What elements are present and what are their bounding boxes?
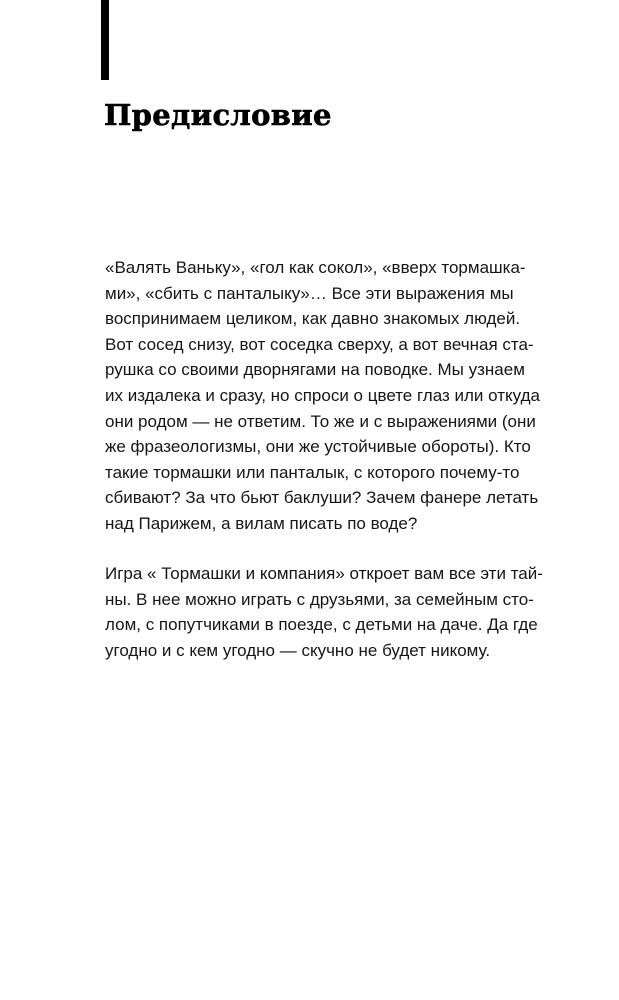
text-line: такие тормашки или панталык, с которого почему-то	[105, 462, 520, 482]
text-line: воспринимаем целиком, как давно знакомых людей.	[105, 309, 521, 329]
text-line: сбивают? За что бьют баклуши? Зачем фанере летать	[105, 488, 539, 508]
text-line: же фразеологизмы, они же устойчивые обороты). Кто	[105, 437, 531, 457]
text-line: их издалека и сразу, но спроси о цвете глаз или откуда	[105, 385, 540, 405]
text-line: Вот сосед снизу, вот соседка сверху, а вот вечная ста-	[105, 334, 534, 354]
text-line: угодно и с кем угодно — скучно не будет никому.	[105, 640, 491, 660]
text-line: над Парижем, а вилам писать по воде?	[105, 513, 418, 533]
text-line: Игра « Тормашки и компания» откроет вам все эти тай-	[105, 564, 543, 583]
text-line: они родом — не ответим. То же и с выражениями (они	[105, 411, 536, 431]
paragraph-1	[105, 255, 540, 537]
paragraph-2	[105, 561, 543, 663]
text-line: ны. В нее можно играть с друзьями, за семейным сто-	[105, 589, 534, 609]
text-line: ми», «сбить с панталыку»… Все эти выражения мы	[105, 283, 514, 303]
page-title: Предисловие	[104, 98, 332, 132]
text-line: рушка со своими дворнягами на поводке. Мы узнаем	[105, 360, 525, 380]
text-line: лом, с попутчиками в поезде, с детьми на даче. Да где	[105, 615, 538, 635]
text-line: «Валять Ваньку», «гол как сокол», «вверх тормашка-	[105, 258, 526, 277]
decorative-vertical-bar	[101, 0, 109, 80]
